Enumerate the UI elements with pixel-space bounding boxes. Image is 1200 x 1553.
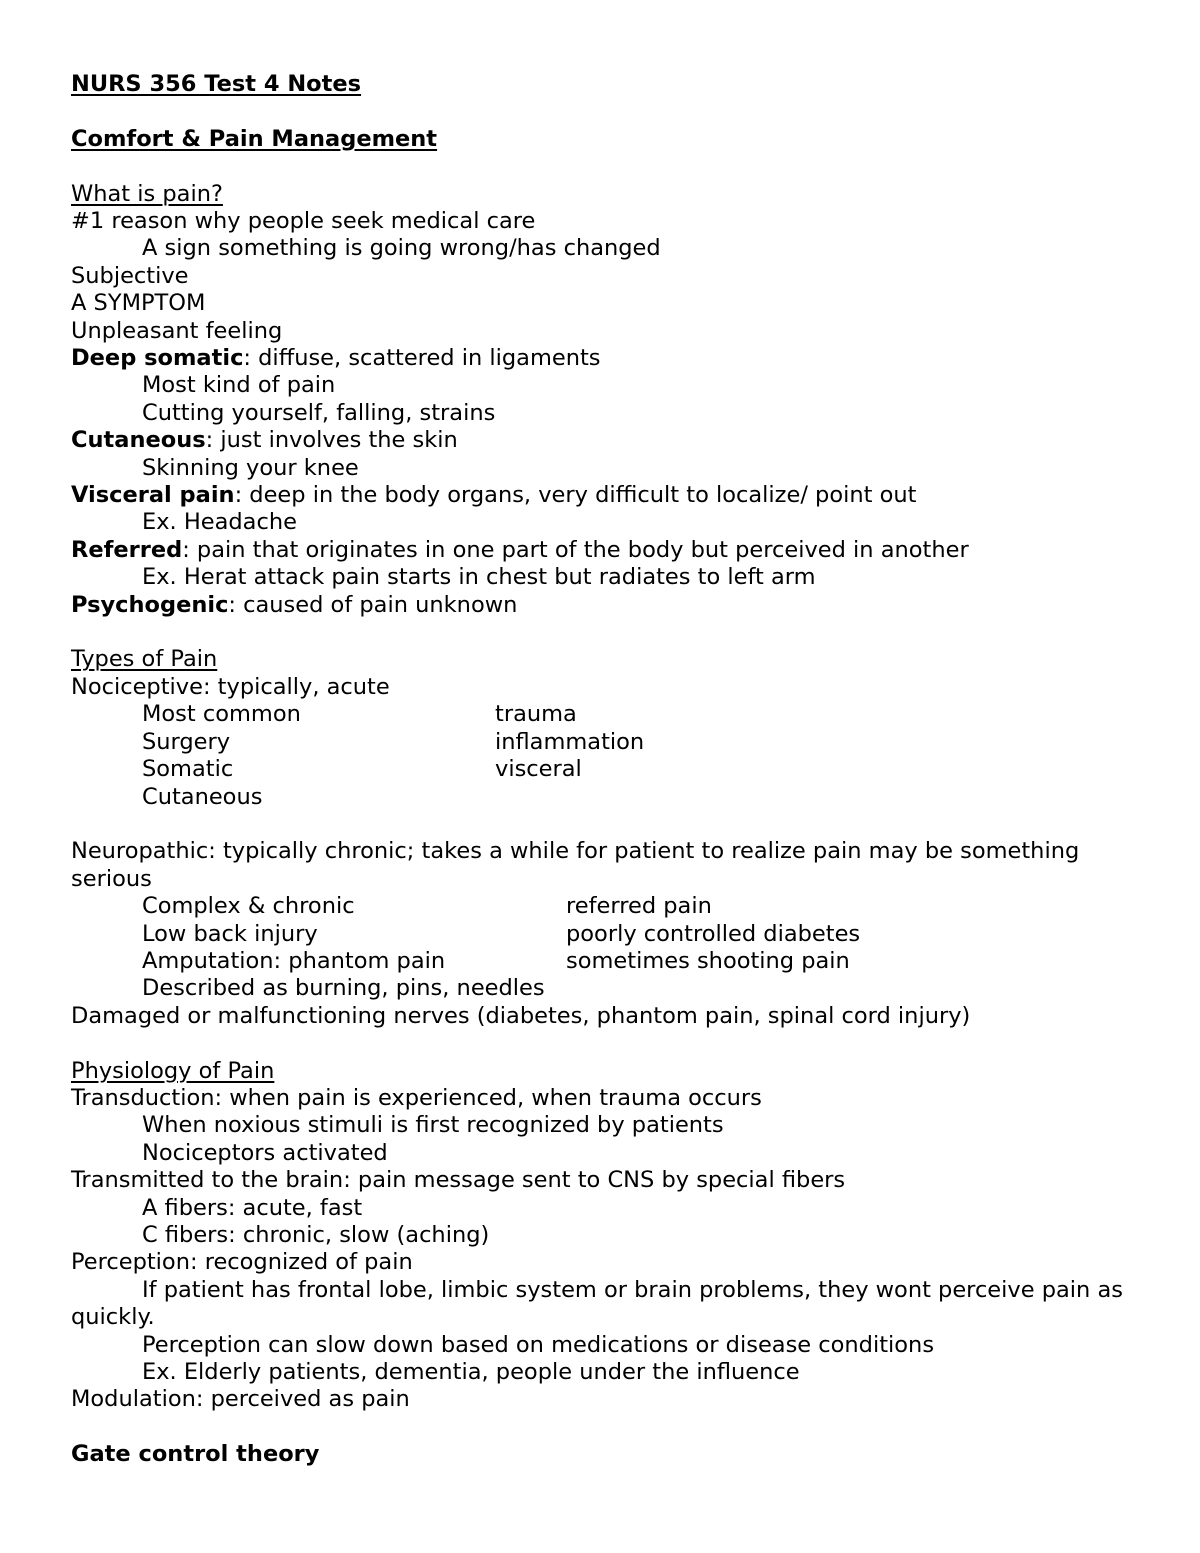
note-subline: A fibers: acute, fast xyxy=(142,1194,363,1221)
list-item: visceral xyxy=(495,756,582,783)
two-column-row xyxy=(71,701,1140,728)
two-column-row xyxy=(71,948,1140,975)
list-item: sometimes shooting pain xyxy=(566,947,850,974)
term: Psychogenic xyxy=(71,591,229,618)
note-subline: A sign something is going wrong/has changed xyxy=(142,235,661,262)
spacer xyxy=(71,619,1140,646)
list-item: Cutaneous xyxy=(142,783,263,810)
two-column-row xyxy=(71,756,1140,783)
list-item: Most common xyxy=(142,701,301,728)
term: Deep somatic xyxy=(71,345,244,372)
note-line: Unpleasant feeling xyxy=(71,317,283,344)
two-column-row xyxy=(71,921,1140,948)
two-column-row xyxy=(71,729,1140,756)
spacer xyxy=(71,811,1140,838)
definition: : just involves the skin xyxy=(205,427,458,454)
spacer xyxy=(71,153,1140,180)
term: Cutaneous xyxy=(71,427,206,454)
note-line: Modulation: perceived as pain xyxy=(71,1386,410,1413)
list-item: referred pain xyxy=(566,893,712,920)
two-column-row xyxy=(71,893,1140,920)
gate-control-heading: Gate control theory xyxy=(71,1441,320,1468)
definition-referred xyxy=(71,537,1140,564)
what-is-pain-heading: What is pain? xyxy=(71,180,223,207)
definition: : caused of pain unknown xyxy=(228,591,518,618)
definition-visceral xyxy=(71,482,1140,509)
spacer xyxy=(71,98,1140,125)
note-subline: Ex. Elderly patients, dementia, people under the influence xyxy=(142,1359,800,1386)
two-column-row xyxy=(71,784,1140,811)
note-line: Transduction: when pain is experienced, when trauma occurs xyxy=(71,1084,762,1111)
note-line: Nociceptive: typically, acute xyxy=(71,673,390,700)
list-item: inflammation xyxy=(495,728,645,755)
list-item: Amputation: phantom pain xyxy=(142,947,446,974)
list-item: Complex & chronic xyxy=(142,893,355,920)
spacer xyxy=(71,1414,1140,1441)
physiology-heading: Physiology of Pain xyxy=(71,1057,275,1084)
list-item: Surgery xyxy=(142,728,231,755)
note-subline-wrapped: If patient has frontal lobe, limbic system or brain problems, they wont perceive pain as quickly. xyxy=(71,1276,1123,1331)
term: Visceral pain xyxy=(71,482,235,509)
note-line-wrapped: Neuropathic: typically chronic; takes a while for patient to realize pain may be something serious xyxy=(71,838,1080,892)
list-item: poorly controlled diabetes xyxy=(566,920,861,947)
note-subline: Ex. Herat attack pain starts in chest but radiates to left arm xyxy=(142,564,816,591)
note-subline: C fibers: chronic, slow (aching) xyxy=(142,1221,490,1248)
note-subline: Skinning your knee xyxy=(142,454,359,481)
definition: : deep in the body organs, very difficult to localize/ point out xyxy=(234,482,917,509)
definition-psychogenic xyxy=(71,592,1140,619)
note-line: Transmitted to the brain: pain message sent to CNS by special fibers xyxy=(71,1167,846,1194)
list-item: Somatic xyxy=(142,756,234,783)
note-subline: Described as burning, pins, needles xyxy=(142,975,545,1002)
note-subline: Nociceptors activated xyxy=(142,1139,388,1166)
note-subline: Ex. Headache xyxy=(142,509,297,536)
note-subline: Cutting yourself, falling, strains xyxy=(142,399,496,426)
note-line: Perception: recognized of pain xyxy=(71,1249,413,1276)
spacer xyxy=(71,1030,1140,1057)
note-line: Damaged or malfunctioning nerves (diabetes, phantom pain, spinal cord injury) xyxy=(71,1002,971,1029)
types-of-pain-heading: Types of Pain xyxy=(71,646,218,673)
term: Referred xyxy=(71,536,183,563)
document-title: NURS 356 Test 4 Notes xyxy=(71,71,362,97)
section-title: Comfort & Pain Management xyxy=(71,125,438,152)
note-subline: Perception can slow down based on medications or disease conditions xyxy=(142,1331,935,1358)
list-item: Low back injury xyxy=(142,920,318,947)
note-subline: When noxious stimuli is first recognized by patients xyxy=(142,1112,724,1139)
note-line: Subjective xyxy=(71,262,189,289)
note-subline: Most kind of pain xyxy=(142,372,336,399)
definition: : diffuse, scattered in ligaments xyxy=(243,345,601,372)
definition-deep-somatic xyxy=(71,345,1140,372)
note-line: #1 reason why people seek medical care xyxy=(71,208,536,234)
definition: : pain that originates in one part of the body but perceived in another xyxy=(182,536,969,563)
note-line: A SYMPTOM xyxy=(71,290,206,317)
definition-cutaneous xyxy=(71,427,1140,454)
list-item: trauma xyxy=(495,701,577,728)
